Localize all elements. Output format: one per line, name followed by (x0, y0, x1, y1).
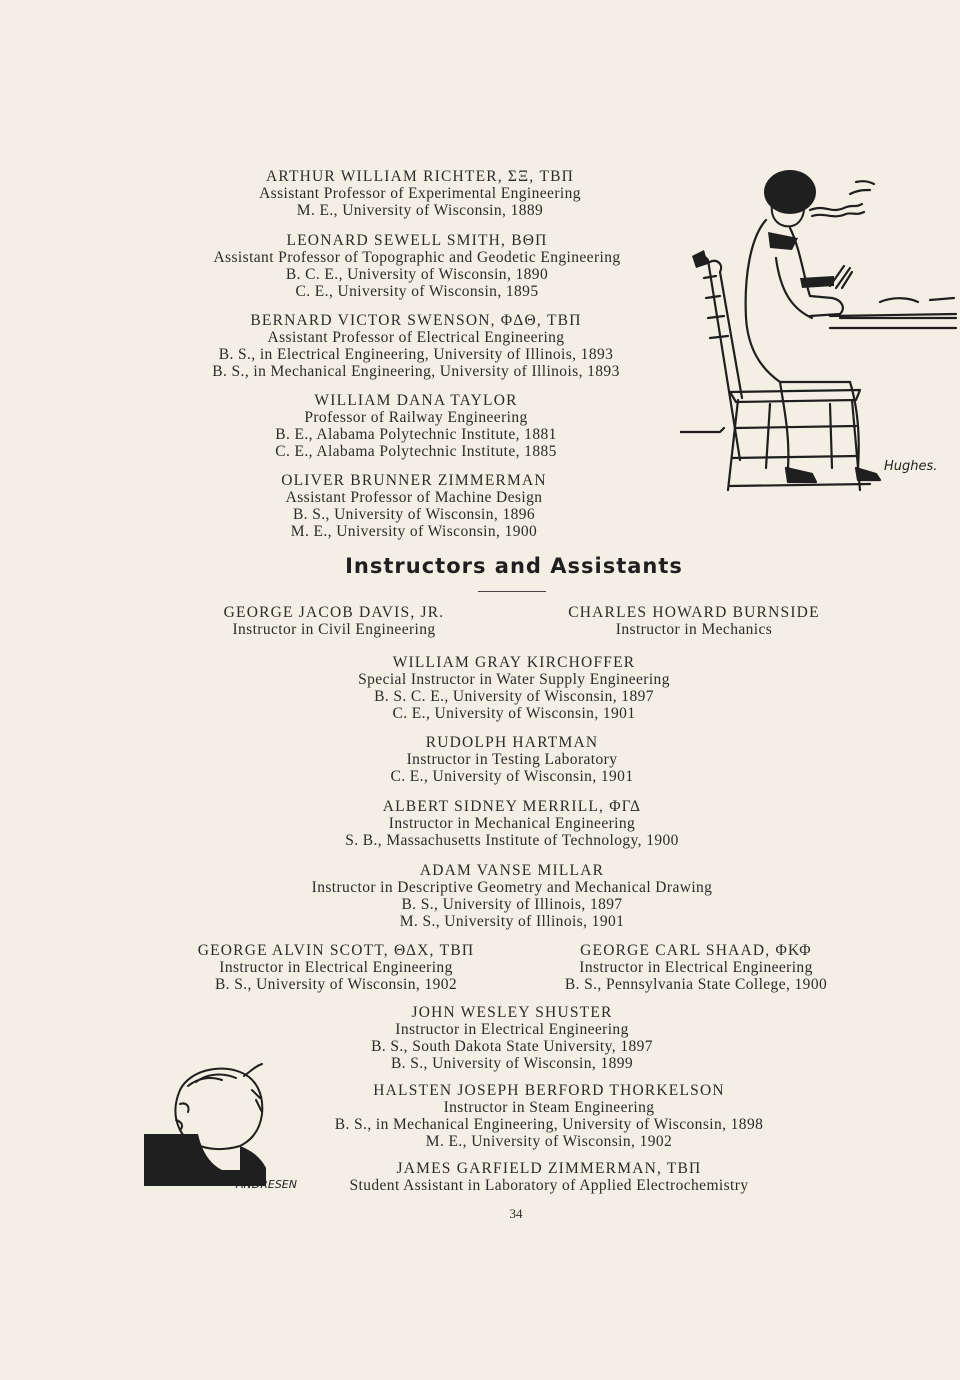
faculty-entry (280, 862, 744, 930)
faculty-degree: C. E., Alabama Polytechnic Institute, 1885 (275, 443, 557, 460)
faculty-title: Instructor in Civil Engineering (232, 621, 436, 638)
faculty-name: CHARLES HOWARD BURNSIDE (568, 604, 820, 621)
faculty-title: Special Instructor in Water Supply Engineering (358, 671, 670, 688)
faculty-name: GEORGE CARL SHAAD, ΦΚΦ (580, 942, 812, 959)
faculty-title: Instructor in Electrical Engineering (219, 959, 453, 976)
faculty-name: GEORGE ALVIN SCOTT, ΘΔΧ, TBΠ (197, 942, 475, 959)
faculty-degree: B. S., in Mechanical Engineering, University of Wisconsin, 1898 (334, 1116, 764, 1133)
faculty-name: ADAM VANSE MILLAR (419, 862, 605, 879)
faculty-entry (298, 1082, 800, 1150)
faculty-degree: B. E., Alabama Polytechnic Institute, 1881 (275, 426, 557, 443)
faculty-name: RUDOLPH HARTMAN (425, 734, 599, 751)
faculty-name: WILLIAM DANA TAYLOR (314, 392, 518, 409)
faculty-degree: B. S., University of Wisconsin, 1896 (292, 506, 536, 523)
faculty-name: JAMES GARFIELD ZIMMERMAN, TBΠ (396, 1160, 702, 1177)
faculty-degree: B. S., University of Wisconsin, 1899 (390, 1055, 634, 1072)
faculty-name: WILLIAM GRAY KIRCHOFFER (392, 654, 636, 671)
faculty-title: Instructor in Descriptive Geometry and Mechanical Drawing (311, 879, 713, 896)
faculty-title: Professor of Railway Engineering (304, 409, 528, 426)
faculty-name: OLIVER BRUNNER ZIMMERMAN (281, 472, 547, 489)
faculty-degree: M. E., University of Wisconsin, 1900 (290, 523, 538, 540)
faculty-degree: C. E., University of Wisconsin, 1895 (295, 283, 539, 300)
faculty-degree: B. S., in Electrical Engineering, University of Illinois, 1893 (218, 346, 614, 363)
faculty-degree: M. S., University of Illinois, 1901 (399, 913, 625, 930)
illustration-signature: Hughes. (884, 459, 938, 474)
faculty-title: Instructor in Mechanics (615, 621, 773, 638)
faculty-title: Instructor in Testing Laboratory (406, 751, 618, 768)
faculty-name: JOHN WESLEY SHUSTER (411, 1004, 613, 1021)
faculty-degree: S. B., Massachusetts Institute of Technology, 1900 (345, 832, 679, 849)
faculty-title: Assistant Professor of Experimental Engineering (259, 185, 581, 202)
faculty-degree: B. S., in Mechanical Engineering, University of Illinois, 1893 (212, 363, 620, 380)
faculty-entry (542, 942, 850, 993)
faculty-title: Instructor in Steam Engineering (443, 1099, 655, 1116)
faculty-degree: B. S., University of Wisconsin, 1902 (214, 976, 458, 993)
faculty-entry (234, 168, 606, 219)
faculty-degree: C. E., University of Wisconsin, 1901 (392, 705, 636, 722)
faculty-name: LEONARD SEWELL SMITH, BΘΠ (286, 232, 548, 249)
faculty-entry (196, 604, 472, 638)
faculty-name: GEORGE JACOB DAVIS, JR. (223, 604, 445, 621)
faculty-title: Assistant Professor of Topographic and Geodetic Engineering (213, 249, 621, 266)
faculty-entry (180, 232, 654, 300)
faculty-entry (184, 942, 488, 993)
illustration-signature: ANDRESEN (236, 1178, 297, 1191)
faculty-title: Instructor in Electrical Engineering (395, 1021, 629, 1038)
faculty-name: ALBERT SIDNEY MERRILL, ΦΓΔ (382, 798, 642, 815)
faculty-name: ARTHUR WILLIAM RICHTER, ΣΞ, TBΠ (265, 168, 575, 185)
faculty-entry (308, 1160, 790, 1194)
faculty-entry (360, 734, 664, 785)
faculty-degree: B. S., South Dakota State University, 1897 (371, 1038, 653, 1055)
faculty-degree: M. E., University of Wisconsin, 1889 (296, 202, 544, 219)
faculty-title: Instructor in Electrical Engineering (579, 959, 813, 976)
faculty-degree: C. E., University of Wisconsin, 1901 (390, 768, 634, 785)
section-heading: Instructors and Assistants (345, 554, 683, 578)
page-number: 34 (509, 1206, 523, 1221)
caricature-head-illustration (140, 1060, 300, 1200)
faculty-entry (340, 1004, 684, 1072)
faculty-title: Assistant Professor of Electrical Engineering (267, 329, 565, 346)
faculty-entry (234, 392, 598, 460)
faculty-degree: B. S. C. E., University of Wisconsin, 1897 (374, 688, 654, 705)
faculty-entry (180, 312, 652, 380)
faculty-entry (326, 654, 702, 722)
faculty-entry (240, 472, 588, 540)
heading-divider (478, 591, 546, 592)
faculty-title: Student Assistant in Laboratory of Applied Electrochemistry (349, 1177, 749, 1194)
faculty-name: BERNARD VICTOR SWENSON, ΦΔΘ, TBΠ (250, 312, 582, 329)
faculty-degree: M. E., University of Wisconsin, 1902 (425, 1133, 673, 1150)
faculty-degree: B. S., University of Illinois, 1897 (401, 896, 623, 913)
faculty-entry (312, 798, 712, 849)
faculty-degree: B. S., Pennsylvania State College, 1900 (564, 976, 828, 993)
faculty-degree: B. C. E., University of Wisconsin, 1890 (285, 266, 549, 283)
faculty-title: Assistant Professor of Machine Design (285, 489, 543, 506)
faculty-title: Instructor in Mechanical Engineering (388, 815, 636, 832)
faculty-name: HALSTEN JOSEPH BERFORD THORKELSON (373, 1082, 725, 1099)
seated-man-illustration (680, 168, 960, 508)
faculty-entry (552, 604, 836, 638)
